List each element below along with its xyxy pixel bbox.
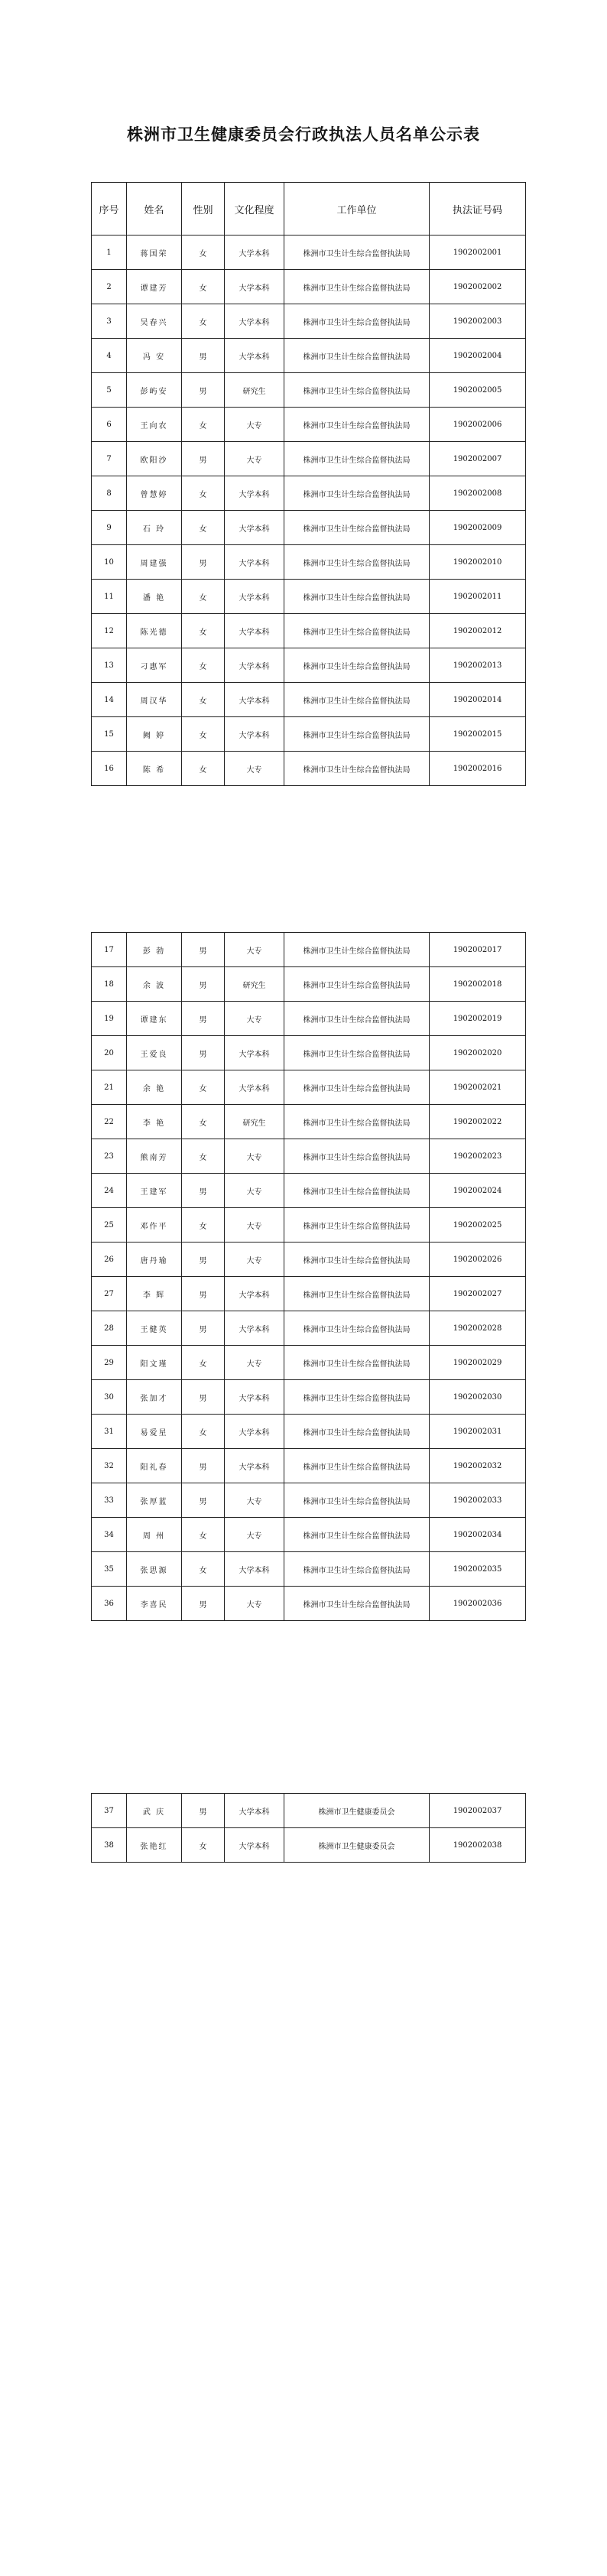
cell-certificate-number: 1902002017 <box>430 933 526 967</box>
table-row <box>92 1243 526 1277</box>
table-row <box>92 373 526 408</box>
cell-work-unit: 株洲市卫生计生综合监督执法局 <box>284 614 430 648</box>
cell-name: 冯 安 <box>127 339 182 373</box>
cell-name: 谭建东 <box>127 1002 182 1036</box>
cell-index: 38 <box>92 1828 127 1863</box>
cell-index: 28 <box>92 1311 127 1346</box>
table-row <box>92 1794 526 1828</box>
cell-education: 大专 <box>225 1208 284 1243</box>
cell-gender: 女 <box>182 236 225 270</box>
cell-work-unit: 株洲市卫生计生综合监督执法局 <box>284 1174 430 1208</box>
table-row <box>92 1828 526 1863</box>
cell-education: 大专 <box>225 408 284 442</box>
cell-gender: 男 <box>182 1449 225 1483</box>
cell-gender: 女 <box>182 683 225 717</box>
cell-index: 2 <box>92 270 127 304</box>
cell-education: 大专 <box>225 1346 284 1380</box>
cell-index: 25 <box>92 1208 127 1243</box>
cell-name: 熊南芳 <box>127 1139 182 1174</box>
cell-index: 16 <box>92 752 127 786</box>
cell-work-unit: 株洲市卫生计生综合监督执法局 <box>284 270 430 304</box>
cell-index: 14 <box>92 683 127 717</box>
cell-education: 大学本科 <box>225 1552 284 1587</box>
cell-work-unit: 株洲市卫生计生综合监督执法局 <box>284 1139 430 1174</box>
table-row <box>92 1105 526 1139</box>
roster-table-page-1 <box>91 182 526 786</box>
cell-education: 大学本科 <box>225 1449 284 1483</box>
cell-work-unit: 株洲市卫生计生综合监督执法局 <box>284 1587 430 1621</box>
cell-index: 15 <box>92 717 127 752</box>
cell-gender: 女 <box>182 1070 225 1105</box>
table-row <box>92 270 526 304</box>
cell-index: 1 <box>92 236 127 270</box>
cell-certificate-number: 1902002021 <box>430 1070 526 1105</box>
cell-name: 余 波 <box>127 967 182 1002</box>
cell-index: 8 <box>92 476 127 511</box>
cell-name: 彭屿安 <box>127 373 182 408</box>
cell-certificate-number: 1902002003 <box>430 304 526 339</box>
cell-certificate-number: 1902002036 <box>430 1587 526 1621</box>
table-row <box>92 408 526 442</box>
cell-education: 大学本科 <box>225 1070 284 1105</box>
cell-gender: 女 <box>182 476 225 511</box>
cell-certificate-number: 1902002032 <box>430 1449 526 1483</box>
table-row <box>92 236 526 270</box>
cell-work-unit: 株洲市卫生计生综合监督执法局 <box>284 1449 430 1483</box>
cell-gender: 女 <box>182 408 225 442</box>
cell-education: 大学本科 <box>225 1311 284 1346</box>
cell-certificate-number: 1902002025 <box>430 1208 526 1243</box>
cell-index: 20 <box>92 1036 127 1070</box>
cell-gender: 男 <box>182 1794 225 1828</box>
cell-education: 大专 <box>225 1518 284 1552</box>
cell-gender: 女 <box>182 648 225 683</box>
cell-name: 刁惠军 <box>127 648 182 683</box>
cell-gender: 男 <box>182 933 225 967</box>
cell-work-unit: 株洲市卫生计生综合监督执法局 <box>284 933 430 967</box>
cell-certificate-number: 1902002038 <box>430 1828 526 1863</box>
cell-certificate-number: 1902002018 <box>430 967 526 1002</box>
cell-gender: 男 <box>182 1311 225 1346</box>
cell-work-unit: 株洲市卫生计生综合监督执法局 <box>284 304 430 339</box>
cell-education: 大专 <box>225 1174 284 1208</box>
cell-education: 大专 <box>225 1243 284 1277</box>
table-row <box>92 933 526 967</box>
table-row <box>92 683 526 717</box>
table-row <box>92 1449 526 1483</box>
cell-index: 19 <box>92 1002 127 1036</box>
cell-name: 石 玲 <box>127 511 182 545</box>
cell-certificate-number: 1902002029 <box>430 1346 526 1380</box>
cell-work-unit: 株洲市卫生计生综合监督执法局 <box>284 1036 430 1070</box>
cell-name: 张思源 <box>127 1552 182 1587</box>
cell-work-unit: 株洲市卫生计生综合监督执法局 <box>284 1415 430 1449</box>
cell-name: 阙 婷 <box>127 717 182 752</box>
cell-name: 曾慧婷 <box>127 476 182 511</box>
cell-education: 大学本科 <box>225 270 284 304</box>
cell-education: 研究生 <box>225 967 284 1002</box>
cell-index: 13 <box>92 648 127 683</box>
cell-work-unit: 株洲市卫生计生综合监督执法局 <box>284 1002 430 1036</box>
cell-name: 王向农 <box>127 408 182 442</box>
page-title: 株洲市卫生健康委员会行政执法人员名单公示表 <box>127 125 480 144</box>
cell-work-unit: 株洲市卫生计生综合监督执法局 <box>284 967 430 1002</box>
cell-gender: 男 <box>182 442 225 476</box>
header-gender: 性别 <box>182 183 225 236</box>
cell-index: 7 <box>92 442 127 476</box>
cell-education: 大专 <box>225 442 284 476</box>
cell-name: 阳礼春 <box>127 1449 182 1483</box>
cell-certificate-number: 1902002002 <box>430 270 526 304</box>
header-index: 序号 <box>92 183 127 236</box>
cell-work-unit: 株洲市卫生计生综合监督执法局 <box>284 1277 430 1311</box>
cell-work-unit: 株洲市卫生计生综合监督执法局 <box>284 580 430 614</box>
cell-work-unit: 株洲市卫生计生综合监督执法局 <box>284 408 430 442</box>
cell-name: 张加才 <box>127 1380 182 1415</box>
cell-education: 研究生 <box>225 373 284 408</box>
cell-education: 大专 <box>225 1002 284 1036</box>
cell-education: 大学本科 <box>225 511 284 545</box>
cell-gender: 女 <box>182 1518 225 1552</box>
cell-name: 张厚蓝 <box>127 1483 182 1518</box>
cell-work-unit: 株洲市卫生计生综合监督执法局 <box>284 683 430 717</box>
cell-certificate-number: 1902002014 <box>430 683 526 717</box>
cell-gender: 男 <box>182 545 225 580</box>
cell-gender: 男 <box>182 1036 225 1070</box>
cell-index: 34 <box>92 1518 127 1552</box>
cell-index: 22 <box>92 1105 127 1139</box>
cell-education: 大学本科 <box>225 236 284 270</box>
cell-work-unit: 株洲市卫生计生综合监督执法局 <box>284 1105 430 1139</box>
cell-name: 周汉华 <box>127 683 182 717</box>
cell-name: 王爱良 <box>127 1036 182 1070</box>
cell-index: 5 <box>92 373 127 408</box>
cell-name: 欧阳沙 <box>127 442 182 476</box>
cell-work-unit: 株洲市卫生计生综合监督执法局 <box>284 545 430 580</box>
cell-education: 大专 <box>225 752 284 786</box>
roster-table-page-2 <box>91 932 526 1621</box>
cell-education: 大专 <box>225 1483 284 1518</box>
cell-work-unit: 株洲市卫生计生综合监督执法局 <box>284 476 430 511</box>
cell-name: 潘 艳 <box>127 580 182 614</box>
cell-certificate-number: 1902002013 <box>430 648 526 683</box>
cell-work-unit: 株洲市卫生计生综合监督执法局 <box>284 442 430 476</box>
cell-name: 周建强 <box>127 545 182 580</box>
cell-name: 蒋国荣 <box>127 236 182 270</box>
table-row <box>92 1174 526 1208</box>
cell-name: 王健英 <box>127 1311 182 1346</box>
cell-education: 大学本科 <box>225 476 284 511</box>
cell-name: 谭建芳 <box>127 270 182 304</box>
cell-work-unit: 株洲市卫生计生综合监督执法局 <box>284 1243 430 1277</box>
cell-gender: 女 <box>182 1552 225 1587</box>
cell-index: 6 <box>92 408 127 442</box>
cell-education: 大学本科 <box>225 1277 284 1311</box>
header-education: 文化程度 <box>225 183 284 236</box>
cell-name: 李喜民 <box>127 1587 182 1621</box>
cell-index: 4 <box>92 339 127 373</box>
cell-index: 11 <box>92 580 127 614</box>
cell-certificate-number: 1902002022 <box>430 1105 526 1139</box>
cell-gender: 男 <box>182 1243 225 1277</box>
table-row <box>92 1346 526 1380</box>
cell-gender: 男 <box>182 339 225 373</box>
cell-certificate-number: 1902002010 <box>430 545 526 580</box>
cell-index: 30 <box>92 1380 127 1415</box>
cell-gender: 女 <box>182 1828 225 1863</box>
cell-work-unit: 株洲市卫生计生综合监督执法局 <box>284 1380 430 1415</box>
table-row <box>92 1415 526 1449</box>
cell-gender: 女 <box>182 614 225 648</box>
header-certificate-number: 执法证号码 <box>430 183 526 236</box>
table-row <box>92 648 526 683</box>
cell-education: 大学本科 <box>225 683 284 717</box>
cell-certificate-number: 1902002001 <box>430 236 526 270</box>
cell-gender: 男 <box>182 1587 225 1621</box>
cell-index: 3 <box>92 304 127 339</box>
cell-gender: 男 <box>182 967 225 1002</box>
table-row <box>92 752 526 786</box>
cell-certificate-number: 1902002009 <box>430 511 526 545</box>
table-row <box>92 1587 526 1621</box>
cell-certificate-number: 1902002011 <box>430 580 526 614</box>
cell-work-unit: 株洲市卫生计生综合监督执法局 <box>284 373 430 408</box>
cell-education: 大学本科 <box>225 717 284 752</box>
cell-gender: 女 <box>182 717 225 752</box>
cell-work-unit: 株洲市卫生计生综合监督执法局 <box>284 648 430 683</box>
cell-index: 18 <box>92 967 127 1002</box>
cell-name: 易爱星 <box>127 1415 182 1449</box>
roster-table-page-3 <box>91 1793 526 1863</box>
cell-certificate-number: 1902002023 <box>430 1139 526 1174</box>
cell-work-unit: 株洲市卫生计生综合监督执法局 <box>284 339 430 373</box>
cell-certificate-number: 1902002028 <box>430 1311 526 1346</box>
cell-education: 大学本科 <box>225 1794 284 1828</box>
header-work-unit: 工作单位 <box>284 183 430 236</box>
table-row <box>92 304 526 339</box>
table-row <box>92 1208 526 1243</box>
cell-education: 大学本科 <box>225 614 284 648</box>
cell-gender: 女 <box>182 1208 225 1243</box>
cell-certificate-number: 1902002024 <box>430 1174 526 1208</box>
table-row <box>92 339 526 373</box>
cell-gender: 女 <box>182 304 225 339</box>
cell-index: 12 <box>92 614 127 648</box>
cell-work-unit: 株洲市卫生计生综合监督执法局 <box>284 511 430 545</box>
cell-gender: 女 <box>182 1415 225 1449</box>
cell-gender: 男 <box>182 1483 225 1518</box>
cell-name: 唐丹瑜 <box>127 1243 182 1277</box>
cell-gender: 女 <box>182 1346 225 1380</box>
cell-certificate-number: 1902002007 <box>430 442 526 476</box>
table-row <box>92 1277 526 1311</box>
cell-work-unit: 株洲市卫生计生综合监督执法局 <box>284 1070 430 1105</box>
cell-index: 29 <box>92 1346 127 1380</box>
cell-name: 李 艳 <box>127 1105 182 1139</box>
cell-work-unit: 株洲市卫生计生综合监督执法局 <box>284 717 430 752</box>
cell-work-unit: 株洲市卫生健康委员会 <box>284 1794 430 1828</box>
cell-certificate-number: 1902002037 <box>430 1794 526 1828</box>
cell-education: 大专 <box>225 1139 284 1174</box>
cell-gender: 女 <box>182 752 225 786</box>
cell-index: 24 <box>92 1174 127 1208</box>
cell-name: 陈光德 <box>127 614 182 648</box>
table-row <box>92 1311 526 1346</box>
cell-certificate-number: 1902002016 <box>430 752 526 786</box>
cell-education: 大学本科 <box>225 1036 284 1070</box>
cell-education: 大学本科 <box>225 545 284 580</box>
header-name: 姓名 <box>127 183 182 236</box>
cell-index: 10 <box>92 545 127 580</box>
cell-work-unit: 株洲市卫生计生综合监督执法局 <box>284 1346 430 1380</box>
cell-index: 37 <box>92 1794 127 1828</box>
cell-gender: 男 <box>182 373 225 408</box>
cell-work-unit: 株洲市卫生计生综合监督执法局 <box>284 1483 430 1518</box>
cell-name: 周 州 <box>127 1518 182 1552</box>
cell-education: 大学本科 <box>225 1380 284 1415</box>
cell-gender: 男 <box>182 1002 225 1036</box>
cell-certificate-number: 1902002015 <box>430 717 526 752</box>
cell-name: 吴春兴 <box>127 304 182 339</box>
cell-name: 彭 勃 <box>127 933 182 967</box>
table-row <box>92 1518 526 1552</box>
cell-work-unit: 株洲市卫生计生综合监督执法局 <box>284 1208 430 1243</box>
cell-gender: 男 <box>182 1277 225 1311</box>
cell-gender: 女 <box>182 270 225 304</box>
cell-work-unit: 株洲市卫生计生综合监督执法局 <box>284 236 430 270</box>
table-row <box>92 476 526 511</box>
cell-certificate-number: 1902002026 <box>430 1243 526 1277</box>
cell-certificate-number: 1902002012 <box>430 614 526 648</box>
cell-certificate-number: 1902002030 <box>430 1380 526 1415</box>
table-row <box>92 1139 526 1174</box>
table-row <box>92 967 526 1002</box>
cell-gender: 女 <box>182 511 225 545</box>
cell-certificate-number: 1902002008 <box>430 476 526 511</box>
cell-name: 张艳红 <box>127 1828 182 1863</box>
cell-education: 大学本科 <box>225 580 284 614</box>
cell-education: 大专 <box>225 933 284 967</box>
cell-gender: 女 <box>182 580 225 614</box>
cell-gender: 男 <box>182 1174 225 1208</box>
table-row <box>92 614 526 648</box>
cell-gender: 女 <box>182 1105 225 1139</box>
cell-gender: 女 <box>182 1139 225 1174</box>
cell-education: 大学本科 <box>225 339 284 373</box>
cell-index: 31 <box>92 1415 127 1449</box>
cell-work-unit: 株洲市卫生计生综合监督执法局 <box>284 1518 430 1552</box>
cell-index: 32 <box>92 1449 127 1483</box>
cell-work-unit: 株洲市卫生计生综合监督执法局 <box>284 1552 430 1587</box>
table-row <box>92 511 526 545</box>
cell-education: 大学本科 <box>225 1415 284 1449</box>
cell-name: 陈 希 <box>127 752 182 786</box>
cell-index: 36 <box>92 1587 127 1621</box>
cell-education: 大学本科 <box>225 304 284 339</box>
cell-education: 大学本科 <box>225 1828 284 1863</box>
cell-education: 研究生 <box>225 1105 284 1139</box>
table-row <box>92 1380 526 1415</box>
cell-index: 27 <box>92 1277 127 1311</box>
table-row <box>92 545 526 580</box>
cell-work-unit: 株洲市卫生计生综合监督执法局 <box>284 752 430 786</box>
cell-index: 26 <box>92 1243 127 1277</box>
table-row <box>92 580 526 614</box>
table-row <box>92 1036 526 1070</box>
table-row <box>92 1552 526 1587</box>
cell-certificate-number: 1902002019 <box>430 1002 526 1036</box>
cell-certificate-number: 1902002004 <box>430 339 526 373</box>
table-row <box>92 1070 526 1105</box>
cell-education: 大专 <box>225 1587 284 1621</box>
cell-index: 9 <box>92 511 127 545</box>
cell-certificate-number: 1902002005 <box>430 373 526 408</box>
cell-index: 35 <box>92 1552 127 1587</box>
cell-certificate-number: 1902002020 <box>430 1036 526 1070</box>
cell-name: 武 庆 <box>127 1794 182 1828</box>
cell-education: 大学本科 <box>225 648 284 683</box>
cell-gender: 男 <box>182 1380 225 1415</box>
cell-name: 阳文瑾 <box>127 1346 182 1380</box>
cell-work-unit: 株洲市卫生健康委员会 <box>284 1828 430 1863</box>
cell-index: 17 <box>92 933 127 967</box>
table-row <box>92 442 526 476</box>
cell-certificate-number: 1902002034 <box>430 1518 526 1552</box>
cell-name: 李 辉 <box>127 1277 182 1311</box>
cell-name: 王建军 <box>127 1174 182 1208</box>
table-row <box>92 717 526 752</box>
cell-certificate-number: 1902002027 <box>430 1277 526 1311</box>
table-row <box>92 1002 526 1036</box>
cell-work-unit: 株洲市卫生计生综合监督执法局 <box>284 1311 430 1346</box>
table-header-row <box>92 183 526 236</box>
table-row <box>92 1483 526 1518</box>
cell-certificate-number: 1902002033 <box>430 1483 526 1518</box>
cell-certificate-number: 1902002031 <box>430 1415 526 1449</box>
cell-name: 邓作平 <box>127 1208 182 1243</box>
cell-index: 33 <box>92 1483 127 1518</box>
cell-index: 21 <box>92 1070 127 1105</box>
cell-certificate-number: 1902002006 <box>430 408 526 442</box>
cell-index: 23 <box>92 1139 127 1174</box>
cell-name: 余 艳 <box>127 1070 182 1105</box>
cell-certificate-number: 1902002035 <box>430 1552 526 1587</box>
